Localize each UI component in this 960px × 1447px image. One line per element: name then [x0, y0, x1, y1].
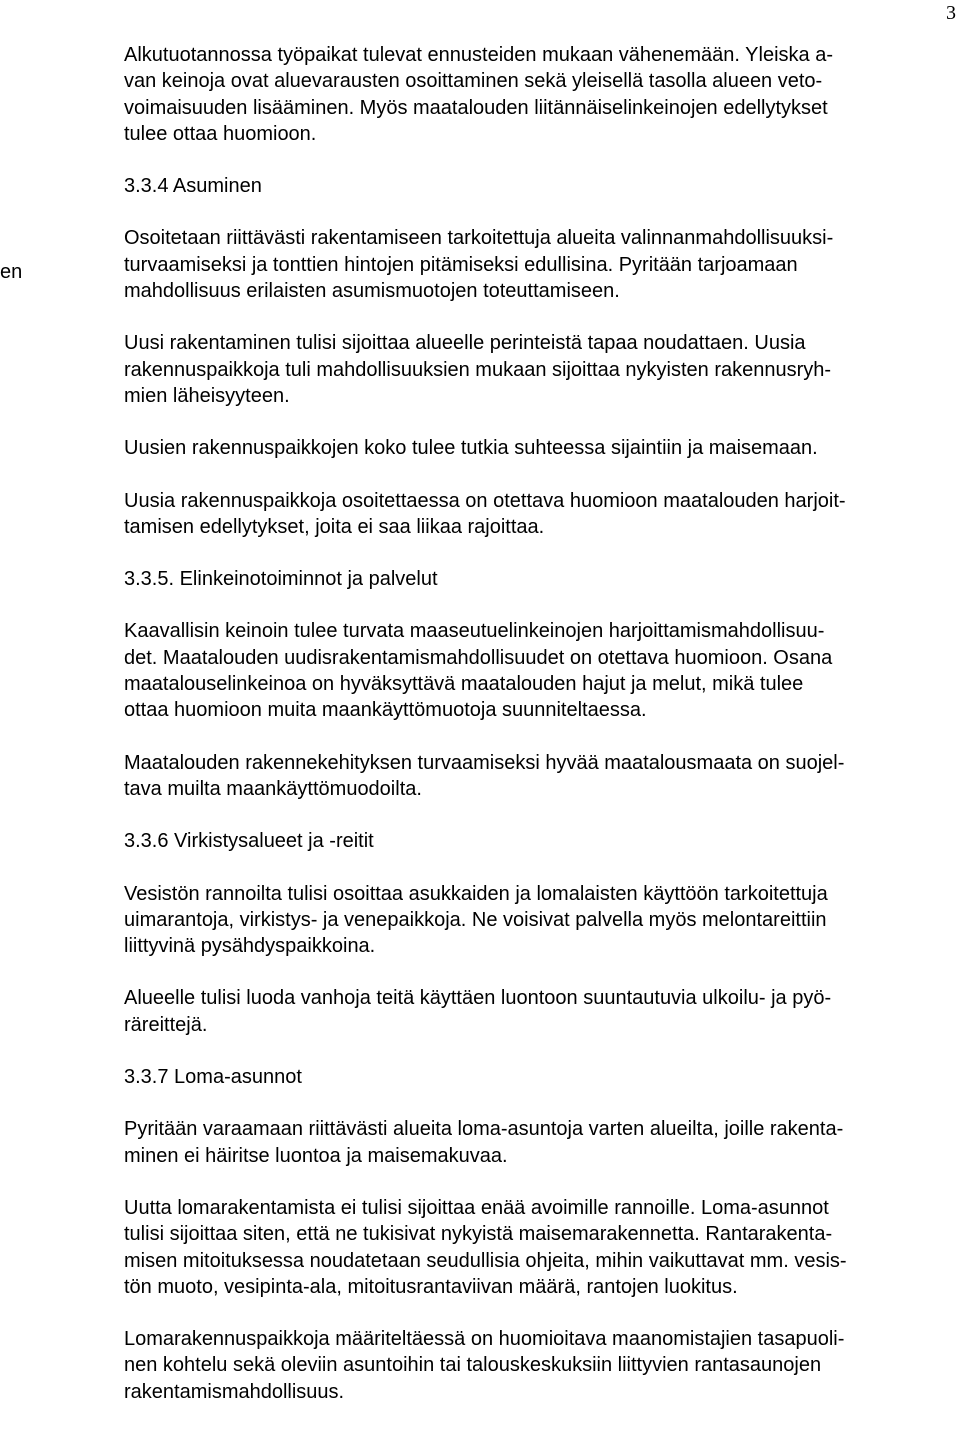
paragraph — [124, 488, 954, 541]
section-heading — [124, 1064, 954, 1090]
block-spacer — [124, 1300, 954, 1326]
margin-note: en — [0, 261, 23, 283]
paragraph — [124, 42, 954, 147]
text-line: Uusien rakennuspaikkojen koko tulee tutkia suhteessa sijaintiin ja maisemaan. — [124, 437, 818, 460]
block-spacer — [124, 147, 954, 173]
text-line: Osoitetaan riittävästi rakentamiseen tarkoitettuja alueita valinnanmahdollisuuksi- — [124, 227, 834, 250]
text-line: Maatalouden rakennekehityksen turvaamiseksi hyvää maatalousmaata on suojel- — [124, 751, 845, 774]
text-line: 3.3.7 Loma-asunnot — [124, 1066, 302, 1089]
text-line: tava muilta maankäyttömuodoilta. — [124, 777, 422, 800]
text-line: uimarantoja, virkistys- ja venepaikkoja. Ne voisivat palvella myös melontareittiin — [124, 908, 827, 931]
paragraph — [124, 750, 954, 803]
text-line: liittyvinä pysähdyspaikkoina. — [124, 935, 376, 958]
block-spacer — [124, 802, 954, 828]
paragraph — [124, 1116, 954, 1169]
text-line: ottaa huomioon muita maankäyttömuotoja suunniteltaessa. — [124, 699, 647, 722]
block-spacer — [124, 199, 954, 225]
section-heading — [124, 173, 954, 199]
text-line: Alueelle tulisi luoda vanhoja teitä käyttäen luontoon suuntautuvia ulkoilu- ja pyö- — [124, 987, 832, 1010]
text-line: tulisi sijoittaa siten, että ne tukisivat nykyistä maisemarakennetta. Rantarakenta- — [124, 1223, 833, 1246]
text-line: Uusi rakentaminen tulisi sijoittaa alueelle perinteistä tapaa noudattaen. Uusia — [124, 332, 806, 355]
text-line: 3.3.5. Elinkeinotoiminnot ja palvelut — [124, 568, 438, 591]
document-body — [124, 42, 954, 1405]
text-line: voimaisuuden lisääminen. Myös maatalouden liitännäiselinkeinojen edellytykset — [124, 96, 828, 119]
text-line: tön muoto, vesipinta-ala, mitoitusrantaviivan määrä, rantojen luokitus. — [124, 1275, 738, 1298]
block-spacer — [124, 409, 954, 435]
text-line: Uutta lomarakentamista ei tulisi sijoittaa enää avoimille rannoille. Loma-asunnot — [124, 1196, 829, 1219]
text-line: turvaamiseksi ja tonttien hintojen pitämiseksi edullisina. Pyritään tarjoamaan — [124, 253, 798, 276]
paragraph — [124, 330, 954, 409]
paragraph — [124, 225, 954, 304]
page-number: 3 — [946, 2, 956, 24]
paragraph — [124, 618, 954, 723]
text-line: Kaavallisin keinoin tulee turvata maaseutuelinkeinojen harjoittamismahdollisuu- — [124, 620, 825, 643]
text-line: Lomarakennuspaikkoja määriteltäessä on huomioitava maanomistajien tasapuoli- — [124, 1328, 845, 1351]
paragraph — [124, 985, 954, 1038]
block-spacer — [124, 304, 954, 330]
text-line: räreittejä. — [124, 1013, 208, 1036]
text-line: Vesistön rannoilta tulisi osoittaa asukkaiden ja lomalaisten käyttöön tarkoitettuja — [124, 882, 828, 905]
text-line: 3.3.6 Virkistysalueet ja -reitit — [124, 830, 374, 853]
text-line: Alkutuotannossa työpaikat tulevat ennusteiden mukaan vähenemään. Yleiska a- — [124, 44, 833, 66]
text-line: minen ei häiritse luontoa ja maisemakuvaa. — [124, 1144, 508, 1167]
block-spacer — [124, 1169, 954, 1195]
text-line: 3.3.4 Asuminen — [124, 175, 262, 198]
block-spacer — [124, 592, 954, 618]
block-spacer — [124, 540, 954, 566]
text-line: Pyritään varaamaan riittävästi alueita loma-asuntoja varten alueilta, joille rakenta- — [124, 1118, 844, 1141]
text-line: det. Maatalouden uudisrakentamismahdollisuudet on otettava huomioon. Osana — [124, 646, 833, 669]
block-spacer — [124, 462, 954, 488]
text-line: mahdollisuus erilaisten asumismuotojen toteuttamiseen. — [124, 280, 620, 303]
paragraph — [124, 881, 954, 960]
block-spacer — [124, 1090, 954, 1116]
section-heading — [124, 828, 954, 854]
section-heading — [124, 566, 954, 592]
paragraph — [124, 435, 954, 461]
text-line: misen mitoituksessa noudatetaan seudullisia ohjeita, mihin vaikuttavat mm. vesis- — [124, 1249, 847, 1272]
text-line: van keinoja ovat aluevarausten osoittaminen sekä yleisellä tasolla alueen veto- — [124, 70, 823, 93]
text-line: mien läheisyyteen. — [124, 384, 290, 407]
paragraph — [124, 1195, 954, 1300]
block-spacer — [124, 1038, 954, 1064]
text-line: Uusia rakennuspaikkoja osoitettaessa on otettava huomioon maatalouden harjoit- — [124, 489, 846, 512]
block-spacer — [124, 724, 954, 750]
block-spacer — [124, 959, 954, 985]
paragraph — [124, 1326, 954, 1405]
text-line: maatalouselinkeinoa on hyväksyttävä maatalouden hajut ja melut, mikä tulee — [124, 673, 804, 696]
text-line: rakennuspaikkoja tuli mahdollisuuksien mukaan sijoittaa nykyisten rakennusryh- — [124, 358, 832, 381]
block-spacer — [124, 855, 954, 881]
text-line: rakentamismahdollisuus. — [124, 1380, 345, 1403]
text-line: tulee ottaa huomioon. — [124, 122, 317, 145]
text-line: nen kohtelu sekä oleviin asuntoihin tai talouskeskuksiin liittyvien rantasaunojen — [124, 1354, 822, 1377]
text-line: tamisen edellytykset, joita ei saa liikaa rajoittaa. — [124, 515, 545, 538]
